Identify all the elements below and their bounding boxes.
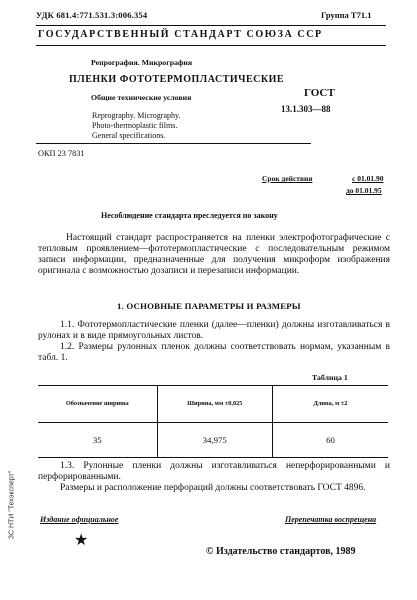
side-stamp (5, 430, 19, 580)
validity-label: Срок действия (262, 174, 313, 183)
udk-code: УДК 681.4:771.531.3:006.354 (36, 10, 148, 20)
table-row (38, 423, 388, 458)
reprint-prohibited: Перепечатка воспрещена (285, 515, 377, 524)
section-1-heading: 1. ОСНОВНЫЕ ПАРАМЕТРЫ И РАЗМЕРЫ (117, 301, 301, 311)
gost-label: ГОСТ (304, 87, 335, 99)
clause-1-3: 1.3. Рулонные пленки должны изготавливаться неперфорированными и перфорированными. (38, 461, 390, 482)
document-title: ПЛЕНКИ ФОТОТЕРМОПЛАСТИЧЕСКИЕ (69, 74, 285, 85)
top-rule (36, 25, 386, 26)
official-edition: Издание официальное (40, 515, 119, 524)
col-header-length: Длина, м ±2 (273, 386, 389, 423)
star-icon: ★ (74, 530, 89, 549)
english-title (92, 111, 181, 141)
english-title-line: Photo-thermoplastic films. (92, 121, 178, 130)
state-standard-heading: ГОСУДАРСТВЕННЫЙ СТАНДАРТ СОЮЗА ССР (38, 29, 323, 40)
rubric: Репрография. Микрография (91, 58, 193, 67)
cell-width: 34,975 (157, 423, 273, 458)
english-title-line: Reprography. Micrography. (92, 111, 181, 120)
publisher-copyright: © Издательство стандартов, 1989 (206, 546, 356, 557)
cell-length: 60 (273, 423, 389, 458)
state-rule (36, 45, 386, 46)
english-title-line: General specifications. (92, 131, 166, 140)
document-subtitle: Общие технические условия (91, 93, 192, 102)
col-header-width-designation: Обозначение ширины (38, 386, 157, 423)
dimensions-table (38, 385, 388, 458)
side-stamp-text: ЗС НТИ "Техэксперт" (8, 470, 16, 540)
col-header-width: Ширина, мм ±0,025 (157, 386, 273, 423)
validity-to: до 01.01.95 (346, 186, 382, 195)
intro-paragraph: Настоящий стандарт распространяется на пленки электрофотографические с тепловым проявлением—фототермопластические с последовательным режимом записи информации, предназначенные для получения микроформ изображения оригинала с возможностью дозаписи и перезаписи информации. (38, 233, 390, 276)
group-code: Группа Т71.1 (321, 10, 372, 20)
clause-1-1: 1.1. Фототермопластические пленки (далее—пленки) должны изготавливаться в рулонах и в виде прямоугольных листов. (38, 320, 390, 341)
okp-code: ОКП 23 7831 (38, 149, 85, 158)
gost-number: 13.1.303—88 (281, 104, 331, 114)
clause-1-2: 1.2. Размеры рулонных пленок должны соответствовать нормам, указанным в табл. 1. (38, 342, 390, 363)
table-header-row (38, 386, 388, 423)
legal-warning: Несоблюдение стандарта преследуется по закону (101, 211, 278, 220)
cell-width-designation: 35 (38, 423, 157, 458)
table-caption: Таблица 1 (312, 373, 348, 382)
validity-from: с 01.01.90 (352, 174, 384, 183)
perforation-paragraph: Размеры и расположение перфораций должны соответствовать ГОСТ 4896. (60, 483, 366, 493)
okp-rule (36, 143, 311, 144)
